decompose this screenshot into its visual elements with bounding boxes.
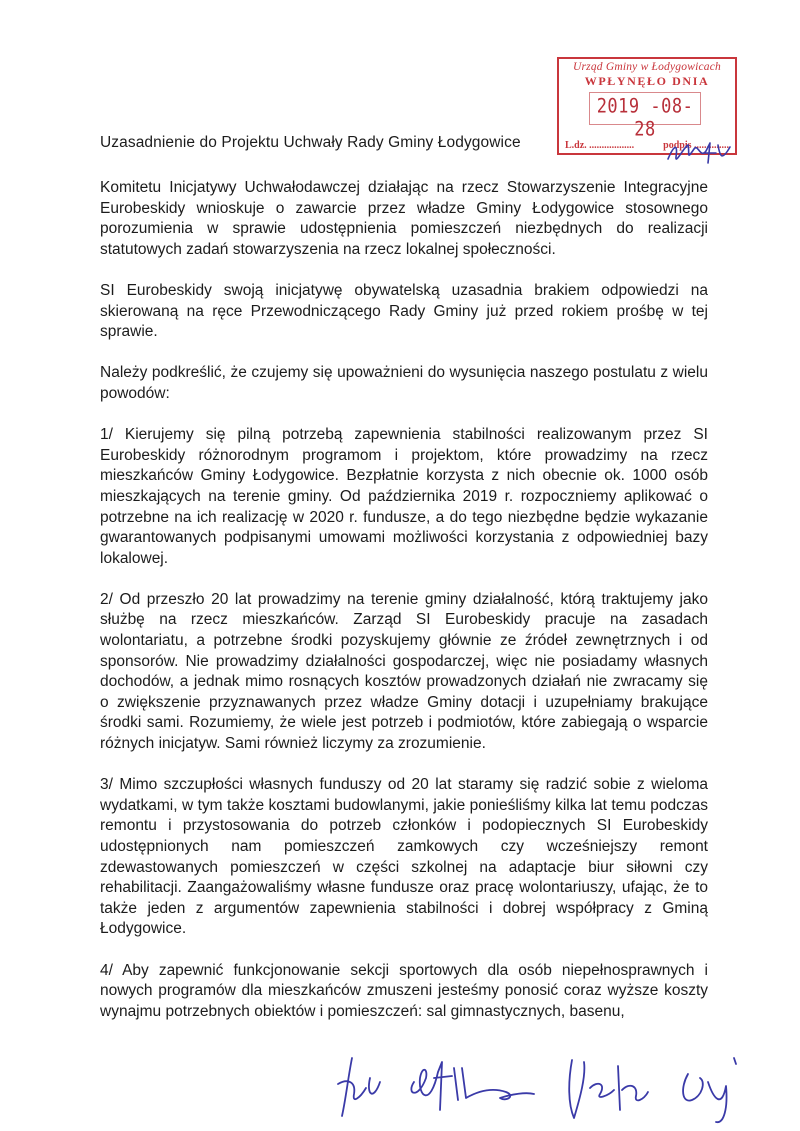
handwritten-signatures — [330, 1038, 780, 1130]
signature-3 — [569, 1060, 648, 1118]
paragraph-point-3: 3/ Mimo szczupłości własnych funduszy od 20 lat staramy się radzić sobie z wieloma wydatkami, w tym także kosztami budowlanymi, jakie ponieśliśmy kilka lat temu podczas remontu i przystosowania do potrzeb członków i podopiecznych SI Eurobeskidy udostępnionych nam pomieszczeń zamkowych czy wcześniejszy remont zdewastowanych pomieszczeń w części szkolnej na adaptacje biur siłowni czy rehabilitacji. Zaangażowaliśmy własne fundusze oraz pracę wolontariuszy, ufając, że to także jeden z argumentów zapewnienia stabilności i dobrej współpracy z Gminą Łodygowice. — [100, 776, 708, 938]
paragraph-point-4: 4/ Aby zapewnić funkcjonowanie sekcji sportowych dla osób niepełnosprawnych i nowych programów dla mieszkańców zmuszeni jesteśmy ponosić coraz wyższe koszty wynajmu potrzebnych obiektów i pomieszczeń: sal gimnastycznych, basenu, — [100, 961, 708, 1020]
paragraph-point-1: 1/ Kierujemy się pilną potrzebą zapewnienia stabilności realizowanym przez SI Eurobeskidy różnorodnym programom i projektom, które prowadzimy na rzecz mieszkańców Gminy Łodygowice. Bezpłatnie korzysta z nich obecnie ok. 1000 osób mieszkających na terenie gminy. Od października 2019 r. rozpoczniemy aplikować o potrzebne na ich realizację w 2020 r. fundusze, a do tego niezbędne będzie wykazanie gwarantowanych podpisanymi umowami możliwości korzystania z odpowiedniej bazy lokalowej. — [100, 426, 708, 567]
paragraph-point-2: 2/ Od przeszło 20 lat prowadzimy na terenie gminy działalność, którą traktujemy jako służbę na rzecz mieszkańców. Zarząd SI Eurobeskidy pracuje na zasadach wolontariatu, a potrzebne środki pozyskujemy głównie ze źródeł zewnętrznych i od sponsorów. Nie prowadzimy działalności gospodarczej, więc nie posiadamy własnych dochodów, a jednak mimo rosnących kosztów prowadzonych działań nie zwracamy się o zwiększenie przyznawanych przez władze Gminy dotacji i uzupełniamy brakujące środki sami. Rozumiemy, że wiele jest potrzeb i podmiotów, które zabiegają o wsparcie różnych inicjatyw. Sami również liczymy za zrozumienie. — [100, 590, 708, 753]
signature-4 — [683, 1058, 736, 1122]
signature-2 — [411, 1062, 534, 1110]
stamp-date-box — [589, 92, 701, 141]
stamp-initials-signature — [664, 139, 734, 169]
stamp-received-label: WPŁYNĘŁO DNIA — [584, 74, 710, 88]
document-body — [100, 178, 708, 1043]
stamp-podpis-label: podpis .............. — [663, 140, 729, 151]
paragraph-emphasis: Należy podkreślić, że czujemy się upoważnieni do wysunięcia naszego postulatu z wielu powodów: — [100, 364, 708, 402]
document-title: Uzasadnienie do Projektu Uchwały Rady Gminy Łodygowice — [100, 134, 521, 151]
stamp-date: 2019 -08- 28 — [596, 95, 694, 141]
stamp-office-name: Urząd Gminy w Łodygowicach — [573, 61, 721, 73]
stamp-ldz-label: L.dz. .................. — [565, 140, 635, 151]
signature-1 — [338, 1058, 380, 1116]
paragraph-intro: Komitetu Inicjatywy Uchwałodawczej działając na rzecz Stowarzyszenie Integracyjne Eurobeskidy wnioskuje o zawarcie przez władze Gminy Łodygowice stosownego porozumienia w sprawie udostępnienia pomieszczeń niezbędnych do realizacji statutowych zadań stowarzyszenia na rzecz lokalnej społeczności. — [100, 179, 708, 258]
paragraph-justification: SI Eurobeskidy swoją inicjatywę obywatelską uzasadnia brakiem odpowiedzi na skierowaną na ręce Przewodniczącego Rady Gminy już przed rokiem prośbę w tej sprawie. — [100, 281, 708, 341]
